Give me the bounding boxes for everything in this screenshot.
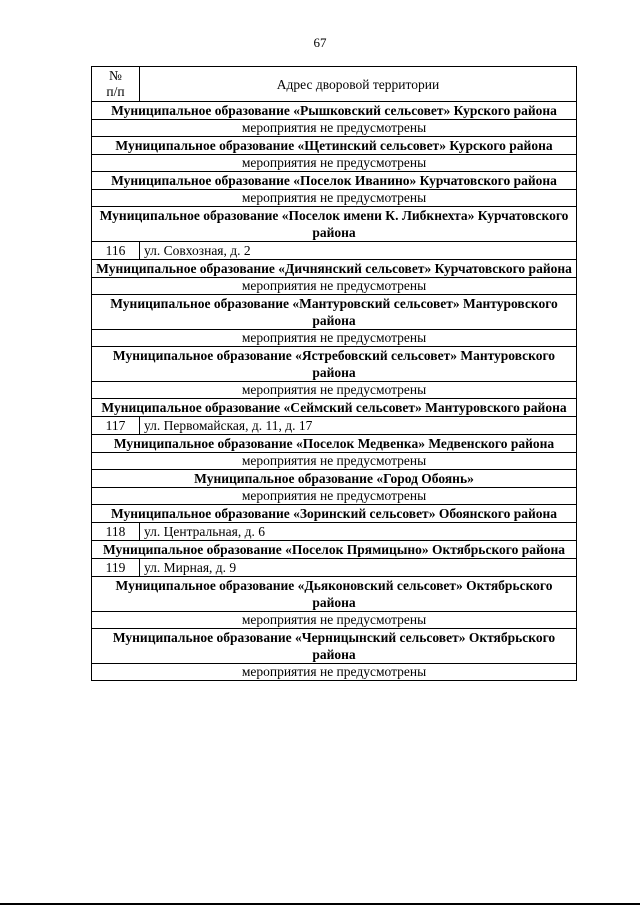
municipality-heading: Муниципальное образование «Поселок Прямицыно» Октябрьского района (92, 541, 577, 559)
no-measures-note: мероприятия не предусмотрены (92, 488, 577, 505)
municipality-row (92, 435, 577, 453)
municipality-row (92, 470, 577, 488)
no-measures-row (92, 382, 577, 399)
no-measures-note: мероприятия не предусмотрены (92, 190, 577, 207)
municipality-row (92, 172, 577, 190)
no-measures-row (92, 278, 577, 295)
municipality-row (92, 260, 577, 278)
address-row (92, 559, 577, 577)
header-number-cell (92, 67, 140, 102)
municipality-heading: Муниципальное образование «Черницынский сельсовет» Октябрьского района (92, 629, 577, 664)
municipality-heading: Муниципальное образование «Поселок имени К. Либкнехта» Курчатовского района (92, 207, 577, 242)
municipality-row (92, 505, 577, 523)
page-number: 67 (313, 35, 327, 50)
no-measures-row (92, 120, 577, 137)
municipality-heading: Муниципальное образование «Город Обоянь» (92, 470, 577, 488)
address-row (92, 242, 577, 260)
municipality-row (92, 577, 577, 612)
no-measures-note: мероприятия не предусмотрены (92, 382, 577, 399)
municipality-heading: Муниципальное образование «Поселок Иванино» Курчатовского района (92, 172, 577, 190)
header-number-abbr: п/п (106, 84, 125, 99)
no-measures-row (92, 664, 577, 681)
municipality-row (92, 102, 577, 120)
row-number: 116 (92, 242, 140, 260)
municipality-heading: Муниципальное образование «Дьяконовский сельсовет» Октябрьского района (92, 577, 577, 612)
address-text: ул. Совхозная, д. 2 (140, 242, 577, 260)
municipality-row (92, 399, 577, 417)
municipality-row (92, 541, 577, 559)
row-number: 117 (92, 417, 140, 435)
header-address-cell: Адрес дворовой территории (140, 67, 577, 102)
municipality-heading: Муниципальное образование «Рышковский сельсовет» Курского района (92, 102, 577, 120)
municipality-heading: Муниципальное образование «Дичнянский сельсовет» Курчатовского района (92, 260, 577, 278)
no-measures-note: мероприятия не предусмотрены (92, 330, 577, 347)
no-measures-row (92, 612, 577, 629)
header-number-symbol: № (109, 68, 122, 83)
no-measures-row (92, 190, 577, 207)
municipality-heading: Муниципальное образование «Сеймский сельсовет» Мантуровского района (92, 399, 577, 417)
row-number: 119 (92, 559, 140, 577)
municipality-row (92, 295, 577, 330)
courtyard-address-table (91, 66, 577, 681)
table-header-row (92, 67, 577, 102)
municipality-row (92, 629, 577, 664)
no-measures-row (92, 453, 577, 470)
municipality-heading: Муниципальное образование «Поселок Медвенка» Медвенского района (92, 435, 577, 453)
municipality-row (92, 347, 577, 382)
municipality-row (92, 137, 577, 155)
address-row (92, 523, 577, 541)
municipality-heading: Муниципальное образование «Мантуровский сельсовет» Мантуровского района (92, 295, 577, 330)
no-measures-note: мероприятия не предусмотрены (92, 120, 577, 137)
municipality-heading: Муниципальное образование «Ястребовский сельсовет» Мантуровского района (92, 347, 577, 382)
municipality-heading: Муниципальное образование «Зоринский сельсовет» Обоянского района (92, 505, 577, 523)
address-text: ул. Первомайская, д. 11, д. 17 (140, 417, 577, 435)
row-number: 118 (92, 523, 140, 541)
no-measures-row (92, 488, 577, 505)
no-measures-note: мероприятия не предусмотрены (92, 664, 577, 681)
no-measures-note: мероприятия не предусмотрены (92, 278, 577, 295)
no-measures-note: мероприятия не предусмотрены (92, 612, 577, 629)
address-text: ул. Центральная, д. 6 (140, 523, 577, 541)
no-measures-row (92, 155, 577, 172)
municipality-row (92, 207, 577, 242)
no-measures-row (92, 330, 577, 347)
municipality-heading: Муниципальное образование «Щетинский сельсовет» Курского района (92, 137, 577, 155)
address-text: ул. Мирная, д. 9 (140, 559, 577, 577)
no-measures-note: мероприятия не предусмотрены (92, 155, 577, 172)
no-measures-note: мероприятия не предусмотрены (92, 453, 577, 470)
address-row (92, 417, 577, 435)
